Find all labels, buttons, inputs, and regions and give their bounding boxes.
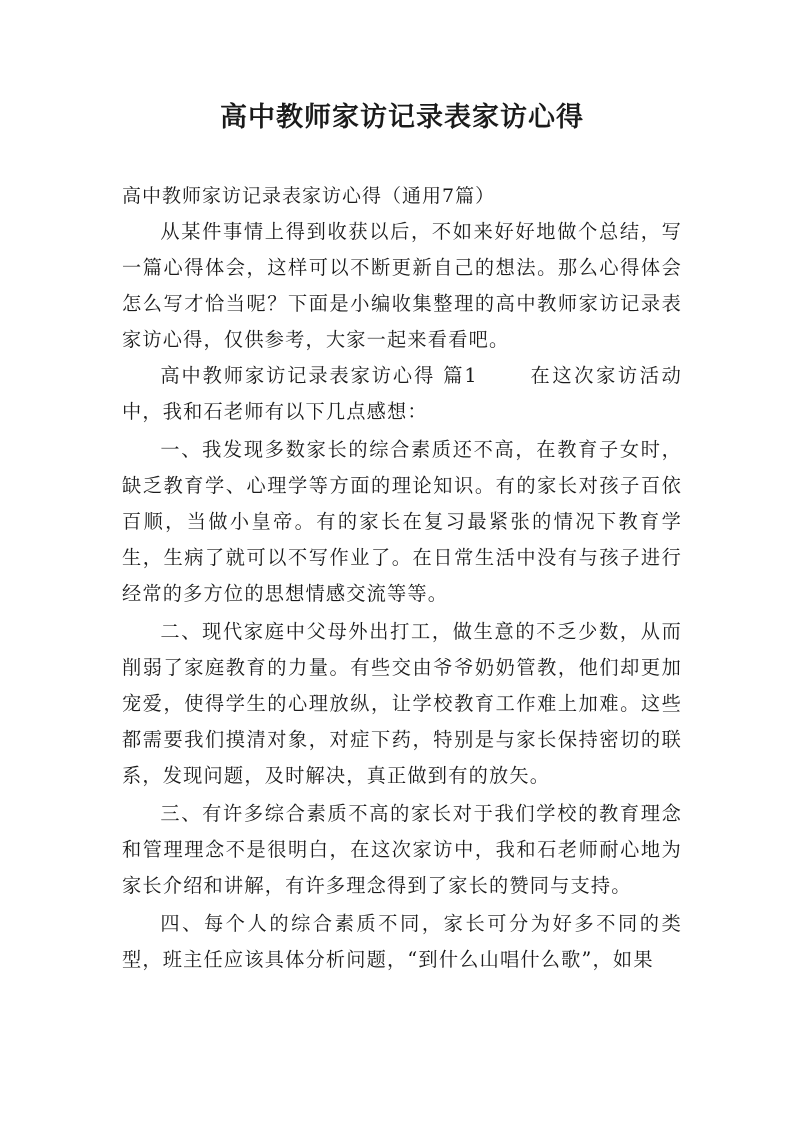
intro-paragraph: 从某件事情上得到收获以后，不如来好好地做个总结，写一篇心得体会，这样可以不断更新自己的想法。那么心得体会怎么写才恰当呢？下面是小编收集整理的高中教师家访记录表家访心得，仅供参考，大家一起来看看吧。: [122, 220, 682, 351]
point-paragraph-2: 二、现代家庭中父母外出打工，做生意的不乏少数，从而削弱了家庭教育的力量。有些交由爷爷奶奶管教，他们却更加宠爱，使得学生的心理放纵，让学校教育工作难上加难。这些都需要我们摸清对象，对症下药，特别是与家长保持密切的联系，发现问题，及时解决，真正做到有的放矢。: [122, 620, 682, 787]
chapter-1-heading: 高中教师家访记录表家访心得 篇1: [160, 364, 478, 387]
point-paragraph-1: 一、我发现多数家长的综合素质还不高，在教育子女时，缺乏教育学、心理学等方面的理论知识。有的家长对孩子百依百顺，当做小皇帝。有的家长在复习最紧张的情况下教育学生，生病了就可以不写作业了。在日常生活中没有与孩子进行经常的多方位的思想情感交流等等。: [122, 438, 682, 605]
chapter-1-lead: 在这次家访活动中，我和石老师有以下几点感想：: [122, 364, 682, 423]
point-paragraph-4: 四、每个人的综合素质不同，家长可分为好多不同的类型，班主任应该具体分析问题，“到什么山唱什么歌”，如果: [122, 912, 682, 971]
document-subtitle: 高中教师家访记录表家访心得（通用7篇）: [122, 185, 496, 207]
document-title: 高中教师家访记录表家访心得: [220, 102, 584, 133]
chapter-1-paragraph: [122, 358, 682, 430]
point-paragraph-3: 三、有许多综合素质不高的家长对于我们学校的教育理念和管理理念不是很明白，在这次家访中，我和石老师耐心地为家长介绍和讲解，有许多理念得到了家长的赞同与支持。: [122, 802, 682, 897]
